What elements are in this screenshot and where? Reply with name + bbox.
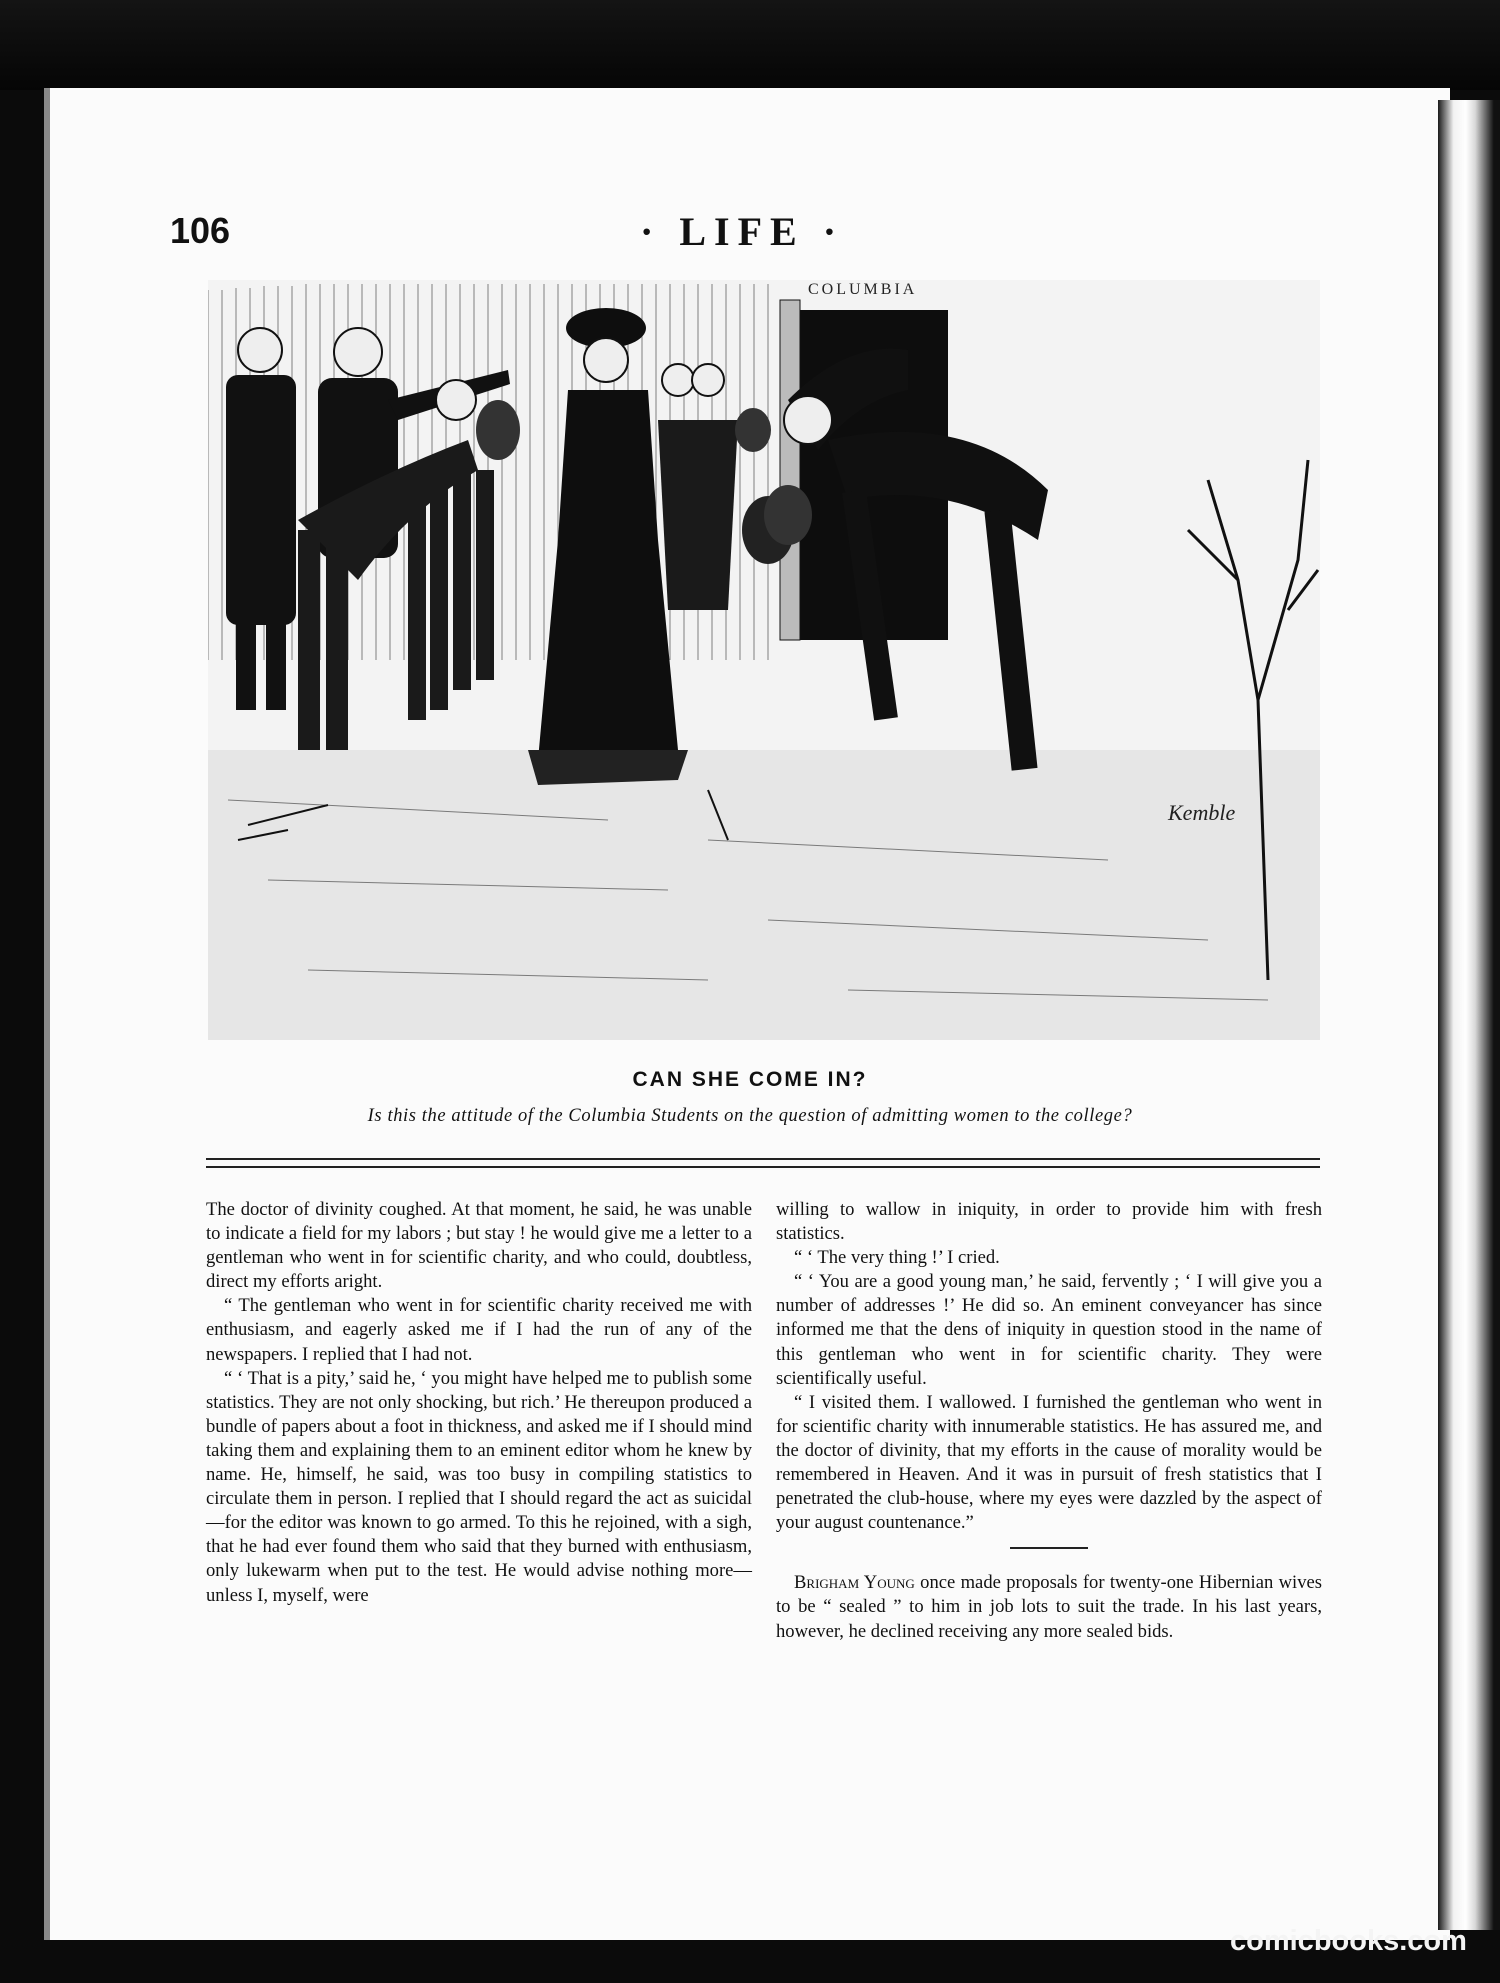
double-rule-bottom xyxy=(206,1166,1320,1168)
article-paragraph: “ I visited them. I wallowed. I furnished the gentleman who went in for scientific charity with innumerable statistics. He has assured me, and the doctor of divinity, that my efforts in the cause of morality would be remembered in Heaven. And it was in pursuit of fresh statistics that I penetrated the club-house, where my eyes were dazzled by the aspect of your august countenance.” xyxy=(776,1391,1322,1534)
artist-signature: Kemble xyxy=(1168,800,1236,825)
article-paragraph: The doctor of divinity coughed. At that moment, he said, he was unable to indicate a field for my labors ; but stay ! he would give me a letter to a gentleman who went in for scientific charity, and who could, doubtless, direct my efforts aright. xyxy=(206,1199,752,1293)
article-paragraph: “ ‘ That is a pity,’ said he, ‘ you might have helped me to publish some statistics. They are not only shocking, but rich.’ He thereupon produced a bundle of papers about a foot in thickness, and asked me if I should mind taking them and explaining them to an eminent editor whom he knew by name. He, himself, he said, was too busy in compiling statistics to circulate them in person. I replied that I should regard the act as suicidal—for the editor was known to go armed. To this he rejoined, with a sigh, that he had ever found them who said that they burned with enthusiasm, only lukewarm when put to the test. He would advise nothing more—unless I, myself, were xyxy=(206,1367,752,1606)
article-paragraph: “ ‘ The very thing !’ I cried. xyxy=(794,1247,1000,1269)
article-paragraph: “ ‘ You are a good young man,’ he said, fervently ; ‘ I will give you a number of addresses !’ He did so. An eminent conveyancer has since informed me that the dens of iniquity in question stood in the name of this gentleman who went in for scientific charity. They were scientifically useful. xyxy=(776,1271,1322,1389)
columbia-sign: COLUMBIA xyxy=(808,281,918,298)
cartoon-caption-subtitle: Is this the attitude of the Columbia Students on the question of admitting women to the college? xyxy=(367,1106,1133,1126)
article-paragraph: willing to wallow in iniquity, in order to provide him with fresh statistics. xyxy=(776,1199,1322,1245)
section-divider xyxy=(1010,1547,1088,1549)
brigham-young-text: once made proposals for twenty-one Hibernian wives to be “ sealed ” to him in job lots to suit the trade. In his last years, however, he declined receiving any more sealed bids. xyxy=(776,1572,1322,1642)
double-rule-top xyxy=(206,1158,1320,1160)
brigham-young-paragraph xyxy=(776,1571,1322,1643)
masthead-title: · LIFE · xyxy=(640,209,845,254)
brigham-young-name: Brigham Young xyxy=(794,1572,915,1594)
cartoon-illustration xyxy=(208,280,1320,1040)
article-paragraph: “ The gentleman who went in for scientific charity received me with enthusiasm, and eagerly asked me if I had the run of any of the newspapers. I replied that I had not. xyxy=(206,1295,752,1365)
book-spine-edge xyxy=(1438,100,1500,1930)
article-column-left xyxy=(206,1198,752,1608)
page-number: 106 xyxy=(170,210,231,251)
cartoon-caption-title: CAN SHE COME IN? xyxy=(632,1068,868,1091)
article-column-right xyxy=(776,1198,1322,1644)
scan-background-top xyxy=(0,0,1500,90)
site-watermark: comicbooks.com xyxy=(1230,1925,1467,1957)
